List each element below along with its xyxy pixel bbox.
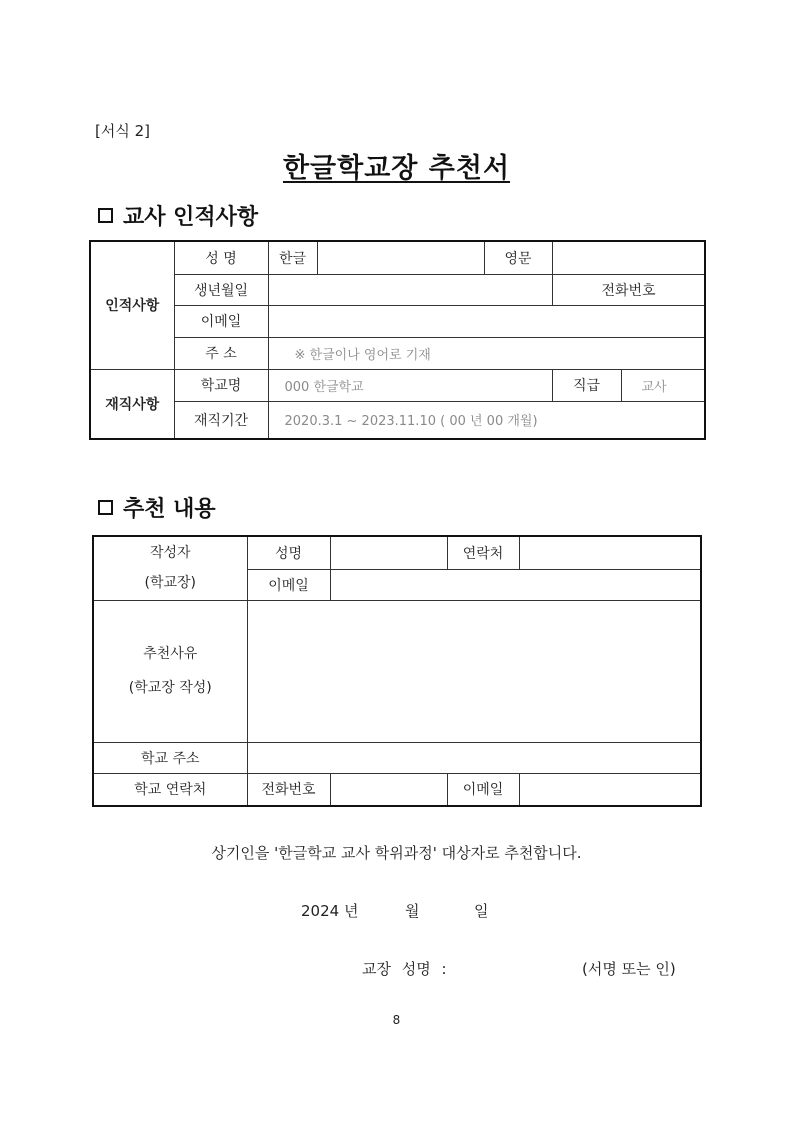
school-email-label: 이메일: [447, 773, 519, 806]
writer-name-field[interactable]: [330, 536, 447, 569]
section-heading-recommendation: [98, 492, 216, 523]
reason-field[interactable]: [247, 600, 701, 742]
school-phone-field[interactable]: [330, 773, 447, 806]
korean-name-field[interactable]: [317, 241, 484, 274]
birth-label: 생년월일: [174, 274, 268, 305]
email-field[interactable]: [268, 305, 705, 337]
section-heading-text: 추천 내용: [123, 497, 216, 522]
writer-email-label: 이메일: [247, 569, 330, 600]
writer-contact-field[interactable]: [519, 536, 701, 569]
signature-label: 교장 성명 :: [362, 960, 447, 978]
page-number: 8: [392, 1013, 401, 1027]
section-heading-text: 교사 인적사항: [123, 205, 259, 230]
writer-contact-label: 연락처: [447, 536, 519, 569]
checkbox-icon: [98, 500, 113, 515]
date-month: 월: [405, 902, 420, 920]
english-label: 영문: [484, 241, 552, 274]
date-year: 2024 년: [301, 902, 359, 920]
korean-label: 한글: [268, 241, 317, 274]
position-field[interactable]: 교사: [641, 379, 667, 395]
group-label-personal: 인적사항: [90, 241, 174, 369]
name-label: 성 명: [174, 241, 268, 274]
page-title: 한글학교장 추천서: [282, 153, 511, 184]
checkbox-icon: [98, 208, 113, 223]
address-field[interactable]: ※ 한글이나 영어로 기재: [268, 337, 705, 369]
group-label-employment: 재직사항: [90, 369, 174, 439]
tenure-label: 재직기간: [174, 401, 268, 439]
email-label: 이메일: [174, 305, 268, 337]
section-heading-teacher: [98, 200, 258, 231]
reason-sub-label: (학교장 작성): [128, 680, 212, 696]
tenure-field[interactable]: 2020.3.1 ~ 2023.11.10 ( 00 년 00 개월): [268, 401, 705, 439]
recommendation-statement: 상기인을 '한글학교 교사 학위과정' 대상자로 추천합니다.: [211, 844, 582, 862]
english-name-field[interactable]: [552, 241, 705, 274]
signature-note: (서명 또는 인): [582, 960, 676, 978]
writer-name-label: 성명: [247, 536, 330, 569]
position-cell: [552, 369, 705, 401]
school-label: 학교명: [174, 369, 268, 401]
writer-label: 작성자: [149, 545, 191, 562]
position-label-box: 직급: [553, 370, 622, 401]
reason-label: 추천사유: [143, 646, 198, 662]
phone-label: 전화번호: [552, 274, 705, 305]
writer-email-field[interactable]: [330, 569, 701, 600]
school-address-label: 학교 주소: [93, 742, 247, 773]
school-phone-label: 전화번호: [247, 773, 330, 806]
writer-sub-label: (학교장): [144, 575, 196, 592]
address-label: 주 소: [174, 337, 268, 369]
teacher-info-table: [89, 240, 706, 440]
form-label: [서식 2]: [95, 122, 150, 140]
date-day: 일: [474, 902, 489, 920]
recommendation-table: [92, 535, 702, 807]
school-address-field[interactable]: [247, 742, 701, 773]
school-email-field[interactable]: [519, 773, 701, 806]
birth-field[interactable]: [268, 274, 552, 305]
reason-cell: [93, 600, 247, 742]
school-contact-label: 학교 연락처: [93, 773, 247, 806]
school-field[interactable]: 000 한글학교: [268, 369, 552, 401]
writer-cell: [93, 536, 247, 600]
